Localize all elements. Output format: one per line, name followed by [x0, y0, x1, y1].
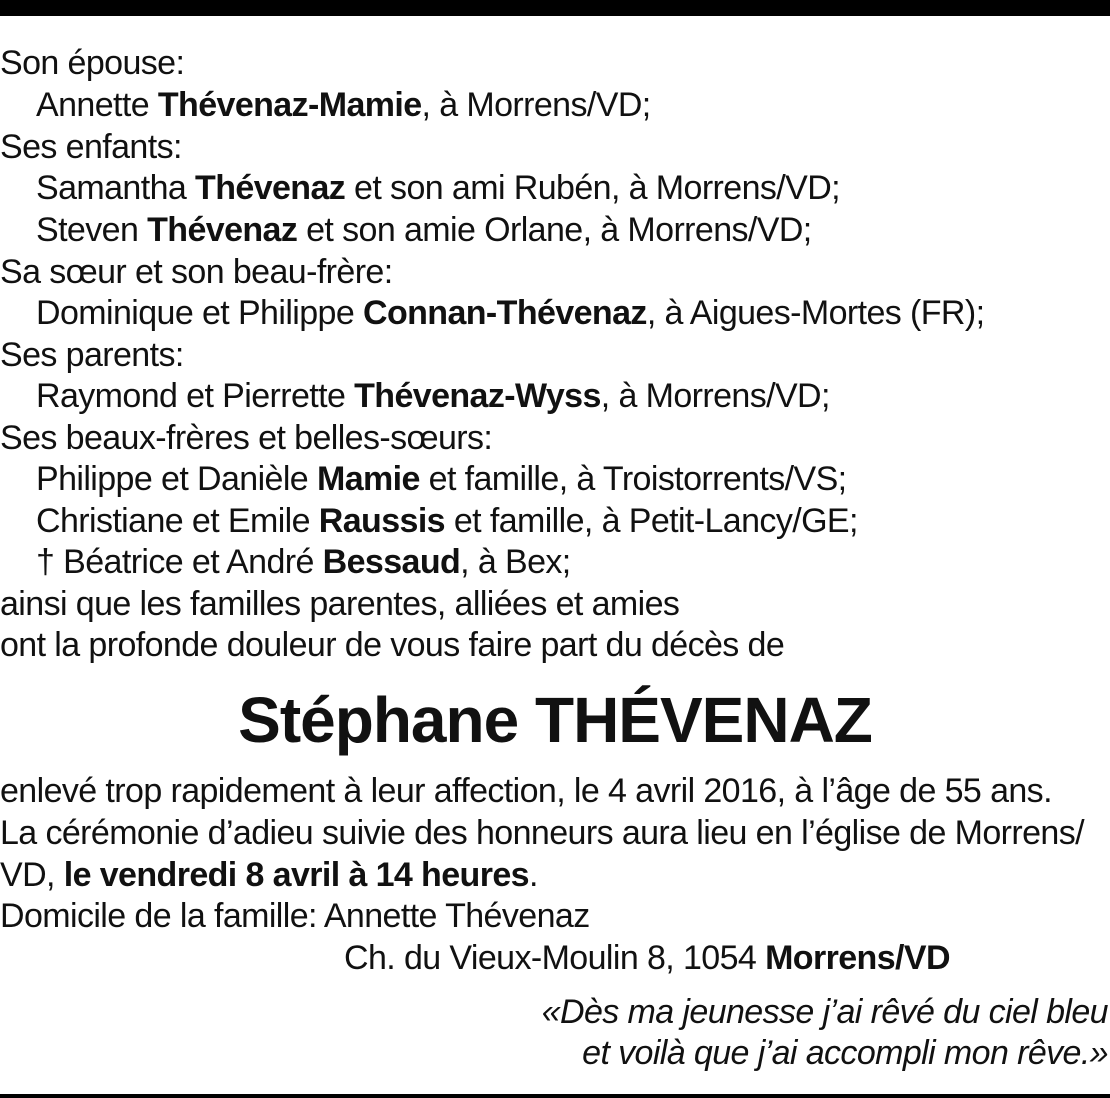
closing-line: ont la profonde douleur de vous faire part du décès de: [0, 626, 785, 664]
spouse-heading: Son épouse:: [0, 44, 185, 82]
spouse-entry: Annette Thévenaz-Mamie, à Morrens/VD;: [36, 86, 651, 124]
quote-line: «Dès ma jeunesse j’ai rêvé du ciel bleu: [541, 993, 1108, 1031]
parents-heading: Ses parents:: [0, 336, 184, 374]
child-entry: Samantha Thévenaz et son ami Rubén, à Morrens/VD;: [36, 169, 841, 207]
inlaw-entry: Christiane et Emile Raussis et famille, à Petit-Lancy/GE;: [36, 502, 858, 540]
children-heading: Ses enfants:: [0, 128, 182, 166]
ceremony-date: VD, le vendredi 8 avril à 14 heures.: [0, 856, 538, 894]
address: Ch. du Vieux-Moulin 8, 1054 Morrens/VD: [344, 939, 950, 977]
child-entry: Steven Thévenaz et son amie Orlane, à Morrens/VD;: [36, 211, 812, 249]
death-details: enlevé trop rapidement à leur affection, le 4 avril 2016, à l’âge de 55 ans.: [0, 772, 1052, 810]
sister-heading: Sa sœur et son beau-frère:: [0, 253, 393, 291]
bottom-rule: [0, 1094, 1110, 1098]
ceremony-details: La cérémonie d’adieu suivie des honneurs aura lieu en l’église de Morrens/: [0, 814, 1084, 852]
sister-entry: Dominique et Philippe Connan-Thévenaz, à Aigues-Mortes (FR);: [36, 294, 985, 332]
deceased-name: Stéphane THÉVENAZ: [238, 684, 872, 756]
parents-entry: Raymond et Pierrette Thévenaz-Wyss, à Morrens/VD;: [36, 377, 830, 415]
quote-line: et voilà que j’ai accompli mon rêve.»: [582, 1034, 1108, 1072]
top-rule: [0, 0, 1110, 16]
inlaw-entry: † Béatrice et André Bessaud, à Bex;: [36, 543, 571, 581]
closing-line: ainsi que les familles parentes, alliées et amies: [0, 585, 680, 623]
inlaws-heading: Ses beaux-frères et belles-sœurs:: [0, 419, 493, 457]
inlaw-entry: Philippe et Danièle Mamie et famille, à Troistorrents/VS;: [36, 460, 847, 498]
domicile: Domicile de la famille: Annette Thévenaz: [0, 897, 590, 935]
